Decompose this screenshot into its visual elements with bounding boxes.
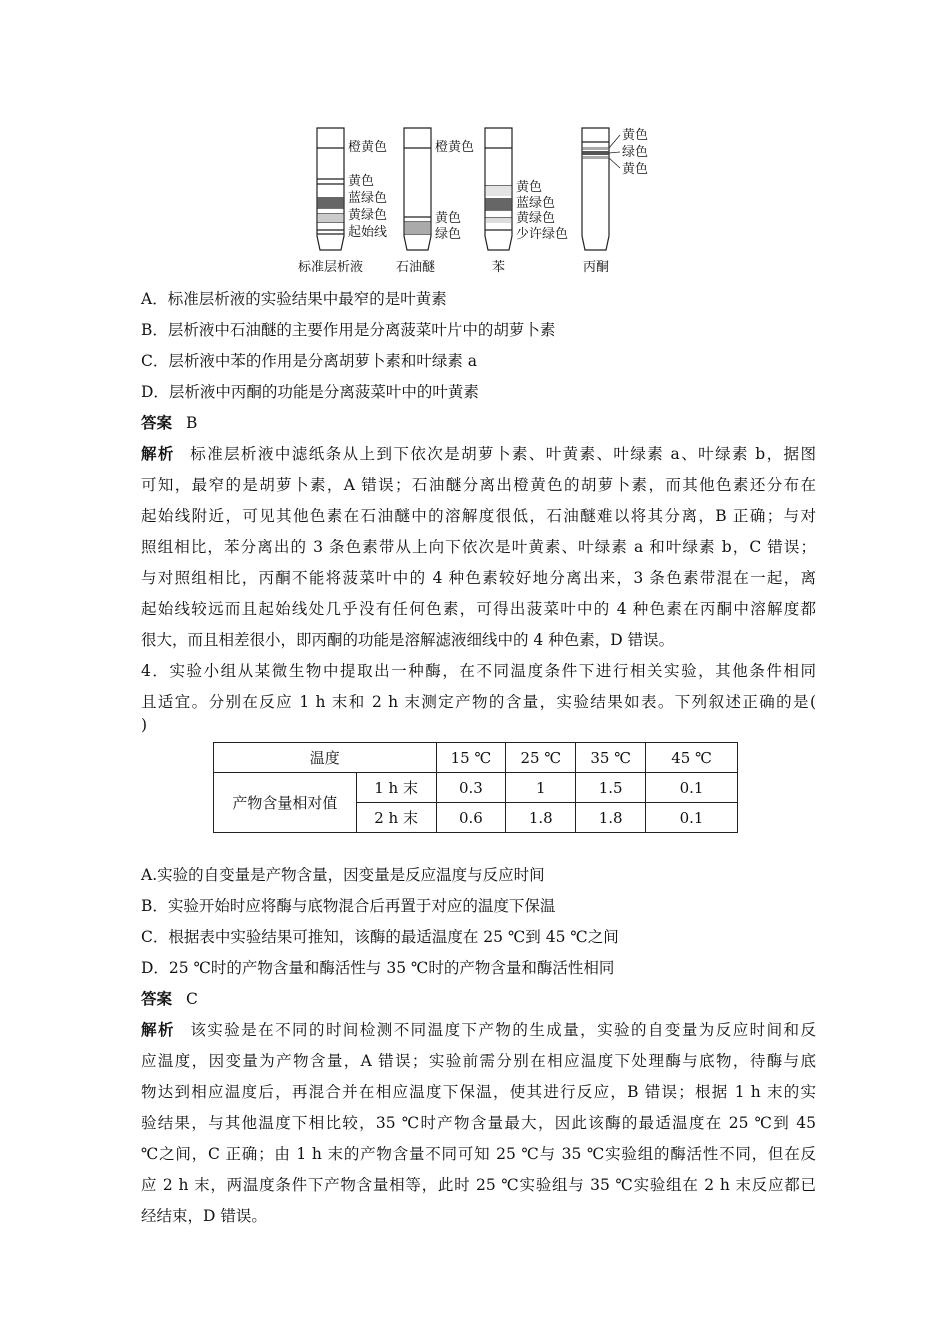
q4-analysis-line-6: 应 2 h 末，两温度条件下产物含量相等，此时 25 ℃实验组与 35 ℃实验组在 2 h 末反应都已 <box>141 1176 816 1194</box>
chromatography-figure <box>290 118 670 284</box>
q3-analysis-line-7: 很大，而且相差很小，即丙酮的功能是溶解滤液细线中的 4 种色素，D 错误。 <box>141 631 675 649</box>
q3-answer-value: B <box>186 414 198 432</box>
q4-answer-label: 答案 <box>141 989 173 1008</box>
tube-1-label-4: 黄绿色 <box>348 208 388 223</box>
tube-3-name: 苯 <box>492 260 506 275</box>
table-cell: 0.6 <box>436 803 506 833</box>
q4-option-b: B．实验开始时应将酶与底物混合后再置于对应的温度下保温 <box>141 897 556 915</box>
q3-analysis-text-1: 标准层析液中滤纸条从上到下依次是胡萝卜素、叶黄素、叶绿素 a、叶绿素 b，据图 <box>188 445 816 463</box>
tube-4-label-2: 绿色 <box>622 145 649 160</box>
q3-analysis-line-5: 与对照组相比，丙酮不能将菠菜叶中的 4 种色素较好地分离出来，3 条色素带混在一起，离 <box>141 569 816 587</box>
q4-analysis-line-3: 物达到相应温度后，再混合并在相应温度下保温，使其进行反应，B 错误；根据 1 h 末的实 <box>141 1083 816 1101</box>
tube-1-label-3: 蓝绿色 <box>348 191 388 206</box>
tube-1-label-5: 起始线 <box>348 225 388 240</box>
tube-1-label-1: 橙黄色 <box>348 140 388 155</box>
table-header-temp: 45 ℃ <box>646 743 738 773</box>
table-cell: 1.5 <box>576 773 646 803</box>
q4-analysis-line-1 <box>141 1019 816 1041</box>
q3-option-a: A．标准层析液的实验结果中最窄的是叶黄素 <box>141 290 447 308</box>
q4-answer <box>141 988 816 1010</box>
tube-2-label-2: 黄色 <box>435 211 462 226</box>
tube-3-label-4: 少许绿色 <box>516 227 569 242</box>
table-header-temp: 15 ℃ <box>436 743 506 773</box>
table-cell: 0.1 <box>646 773 738 803</box>
q3-option-d: D．层析液中丙酮的功能是分离菠菜叶中的叶黄素 <box>141 383 479 401</box>
table-cell: 1.8 <box>576 803 646 833</box>
q4-analysis-text-1: 该实验是在不同的时间检测不同温度下产物的生成量，实验的自变量为反应时间和反 <box>188 1021 816 1039</box>
q3-answer <box>141 412 816 434</box>
q3-analysis-line-2: 可知，最窄的是胡萝卜素，A 错误；石油醚分离出橙黄色的胡萝卜素，而其他色素还分布在 <box>141 476 816 494</box>
q4-option-a: A.实验的自变量是产物含量，因变量是反应温度与反应时间 <box>141 866 545 884</box>
tube-2-label-1: 橙黄色 <box>435 140 475 155</box>
table-time-cell: 2 h 末 <box>356 803 436 833</box>
tube-3-label-1: 黄色 <box>516 180 543 195</box>
q4-analysis-line-2: 应温度，因变量为产物含量，A 错误；实验前需分别在相应温度下处理酶与底物，待酶与底 <box>141 1052 816 1070</box>
tube-3-label-3: 黄绿色 <box>516 211 556 226</box>
table-cell: 0.1 <box>646 803 738 833</box>
table-row-label: 产物含量相对值 <box>214 773 357 833</box>
table-row <box>214 743 738 773</box>
q3-analysis-line-3: 起始线附近，可见其他色素在石油醚中的溶解度很低，石油醚难以将其分离，B 正确；与对 <box>141 507 816 525</box>
q4-answer-value: C <box>186 990 198 1008</box>
tube-1-name: 标准层析液 <box>298 260 364 275</box>
temperature-table <box>213 742 738 833</box>
table-cell: 1 <box>506 773 576 803</box>
q4-analysis-label: 解析 <box>141 1020 175 1039</box>
table-cell: 0.3 <box>436 773 506 803</box>
q4-stem-line-3: ) <box>141 716 148 734</box>
tube-acetone <box>582 128 609 250</box>
q4-analysis-line-7: 经结束，D 错误。 <box>141 1207 267 1225</box>
q4-analysis-line-4: 验结果，与其他温度下相比较，35 ℃时产物含量最大，因此该酶的最适温度在 25 ℃到 45 <box>141 1114 816 1132</box>
table-time-cell: 1 h 末 <box>356 773 436 803</box>
q3-analysis-line-1 <box>141 443 816 465</box>
tube-1-label-2: 黄色 <box>348 174 375 189</box>
tube-2-label-3: 绿色 <box>435 227 462 242</box>
table-header-temp: 25 ℃ <box>506 743 576 773</box>
tube-4-label-3: 黄色 <box>622 162 649 177</box>
table-header-temperature: 温度 <box>214 743 437 773</box>
table-cell: 1.8 <box>506 803 576 833</box>
q4-stem-line-2: 且适宜。分别在反应 1 h 末和 2 h 末测定产物的含量，实验结果如表。下列叙述正确的是( <box>141 693 816 711</box>
q4-option-c: C．根据表中实验结果可推知，该酶的最适温度在 25 ℃到 45 ℃之间 <box>141 928 619 946</box>
tube-2-name: 石油醚 <box>396 260 436 275</box>
q3-option-c: C．层析液中苯的作用是分离胡萝卜素和叶绿素 a <box>141 352 478 370</box>
table-row <box>214 773 738 803</box>
tube-4-name: 丙酮 <box>583 260 610 275</box>
tube-standard <box>317 128 344 250</box>
q3-analysis-line-6: 起始线较远而且起始线处几乎没有任何色素，可得出菠菜叶中的 4 种色素在丙酮中溶解度都 <box>141 600 816 618</box>
table-header-temp: 35 ℃ <box>576 743 646 773</box>
q4-stem-line-1: 4．实验小组从某微生物中提取出一种酶，在不同温度条件下进行相关实验，其他条件相同 <box>141 662 816 680</box>
tube-3-label-2: 蓝绿色 <box>516 196 556 211</box>
q4-option-d: D．25 ℃时的产物含量和酶活性与 35 ℃时的产物含量和酶活性相同 <box>141 959 615 977</box>
q3-analysis-line-4: 照组相比，苯分离出的 3 条色素带从上向下依次是叶黄素、叶绿素 a 和叶绿素 b，C 错误； <box>141 538 816 556</box>
tube-4-label-1: 黄色 <box>622 128 649 143</box>
q3-option-b: B．层析液中石油醚的主要作用是分离菠菜叶片中的胡萝卜素 <box>141 321 556 339</box>
q4-analysis-line-5: ℃之间，C 正确；由 1 h 末的产物含量不同可知 25 ℃与 35 ℃实验组的酶活性不同，但在反 <box>141 1145 816 1163</box>
q3-analysis-label: 解析 <box>141 444 175 463</box>
q3-answer-label: 答案 <box>141 413 173 432</box>
